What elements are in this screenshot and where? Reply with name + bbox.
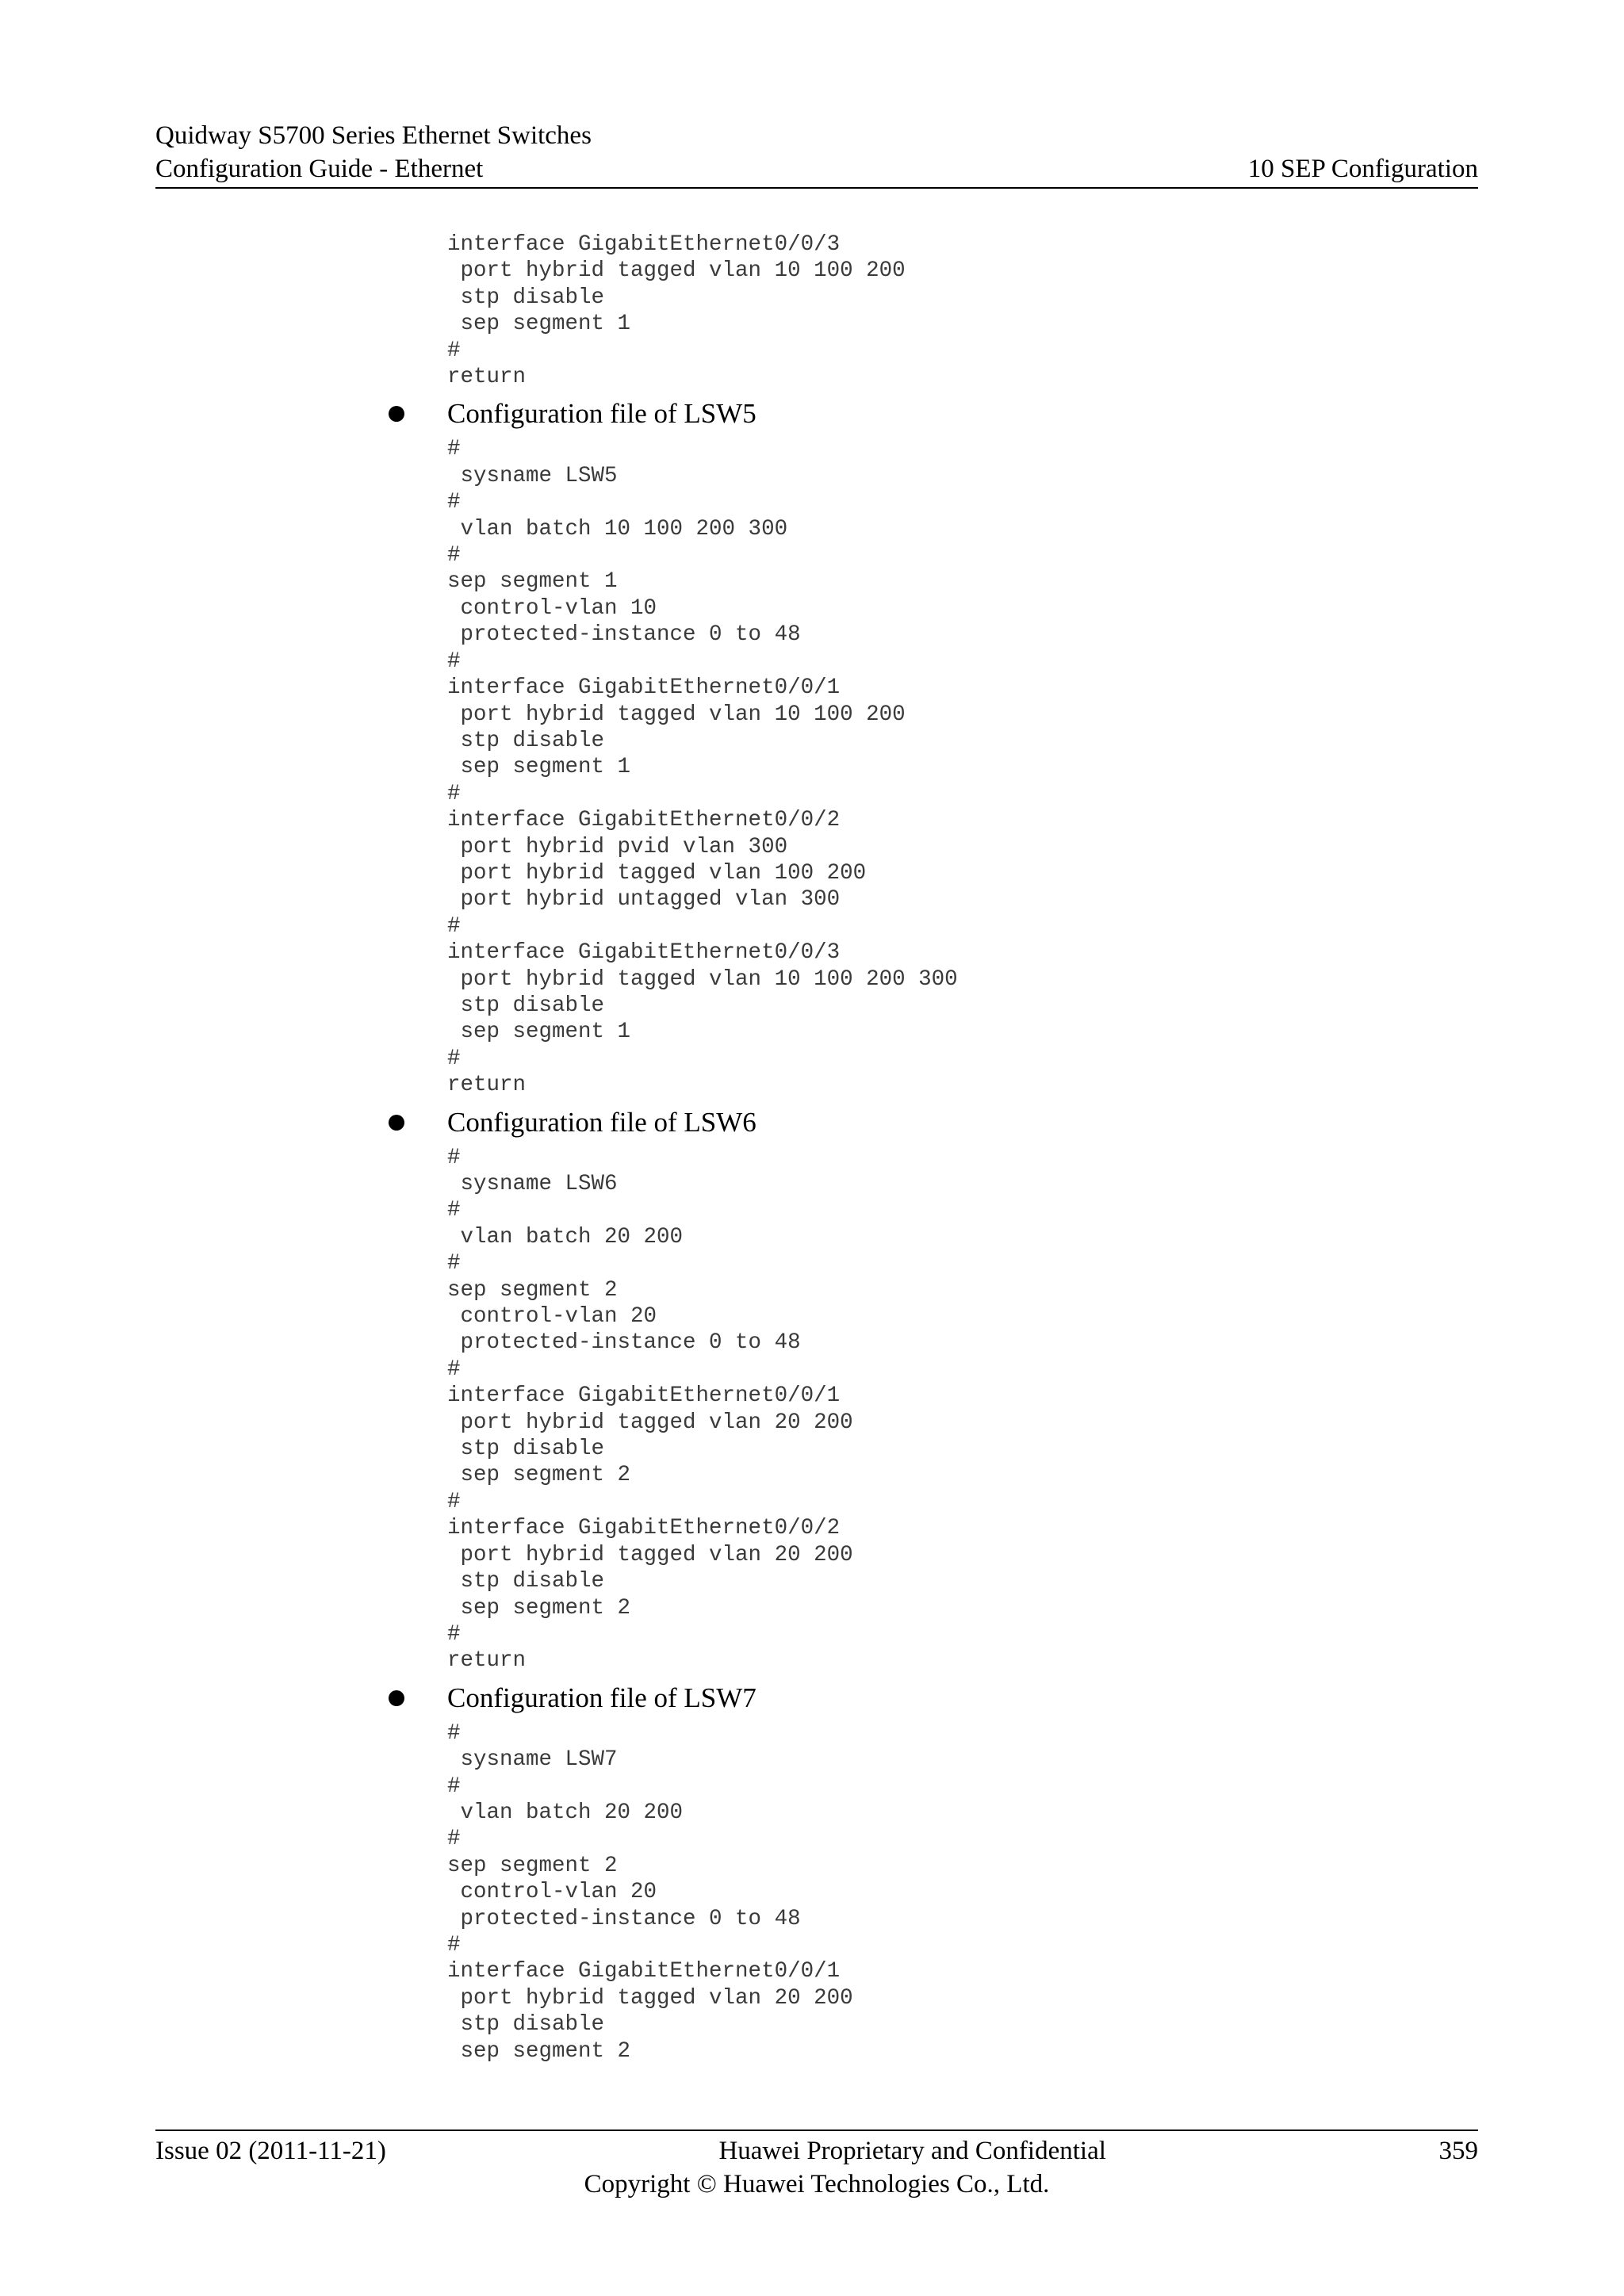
bullet-icon (389, 1690, 404, 1706)
chapter-title: 10 SEP Configuration (1247, 155, 1478, 183)
section-heading-lsw6 (155, 1107, 1478, 1138)
page-header (155, 119, 1478, 189)
section-heading-lsw5 (155, 398, 1478, 430)
page-number: 359 (1438, 2137, 1478, 2165)
bullet-icon (389, 406, 404, 422)
page-footer (155, 2130, 1478, 2201)
issue-date: Issue 02 (2011-11-21) (155, 2137, 386, 2165)
bullet-icon (389, 1115, 404, 1131)
guide-title: Configuration Guide - Ethernet (155, 155, 484, 183)
copyright-notice: Copyright © Huawei Technologies Co., Ltd. (584, 2170, 1050, 2198)
section-title: Configuration file of LSW7 (447, 1682, 756, 1713)
page-content (155, 232, 1478, 2064)
code-block-lsw4-tail: interface GigabitEthernet0/0/3 port hybrid tagged vlan 10 100 200 stp disable sep segment 1 # return (447, 232, 906, 390)
section-title: Configuration file of LSW5 (447, 398, 756, 430)
code-block-lsw5: # sysname LSW5 # vlan batch 10 100 200 300 # sep segment 1 control-vlan 10 protected-instance 0 to 48 # interface GigabitEthernet0/0/1 port hybrid tagged vlan 10 100 200 stp disable sep segment 1 # interface GigabitEthernet0/0/2 port hybrid pvid vlan 300 port hybrid tagged vlan 100 200 port hybrid untagged vlan 300 # interface GigabitEthernet0/0/3 port hybrid tagged vlan 10 100 200 300 stp disable sep segment 1 # return (447, 437, 958, 1098)
section-heading-lsw7 (155, 1682, 1478, 1714)
product-title: Quidway S5700 Series Ethernet Switches (155, 121, 592, 150)
code-block-lsw7: # sysname LSW7 # vlan batch 20 200 # sep segment 2 control-vlan 20 protected-instance 0 to 48 # interface GigabitEthernet0/0/1 port hybrid tagged vlan 20 200 stp disable sep segment 2 (447, 1720, 853, 2064)
section-title: Configuration file of LSW6 (447, 1106, 756, 1138)
confidential-notice: Huawei Proprietary and Confidential (718, 2137, 1106, 2165)
code-block-lsw6: # sysname LSW6 # vlan batch 20 200 # sep segment 2 control-vlan 20 protected-instance 0 to 48 # interface GigabitEthernet0/0/1 port hybrid tagged vlan 20 200 stp disable sep segment 2 # interface GigabitEthernet0/0/2 port hybrid tagged vlan 20 200 stp disable sep segment 2 # return (447, 1145, 853, 1674)
